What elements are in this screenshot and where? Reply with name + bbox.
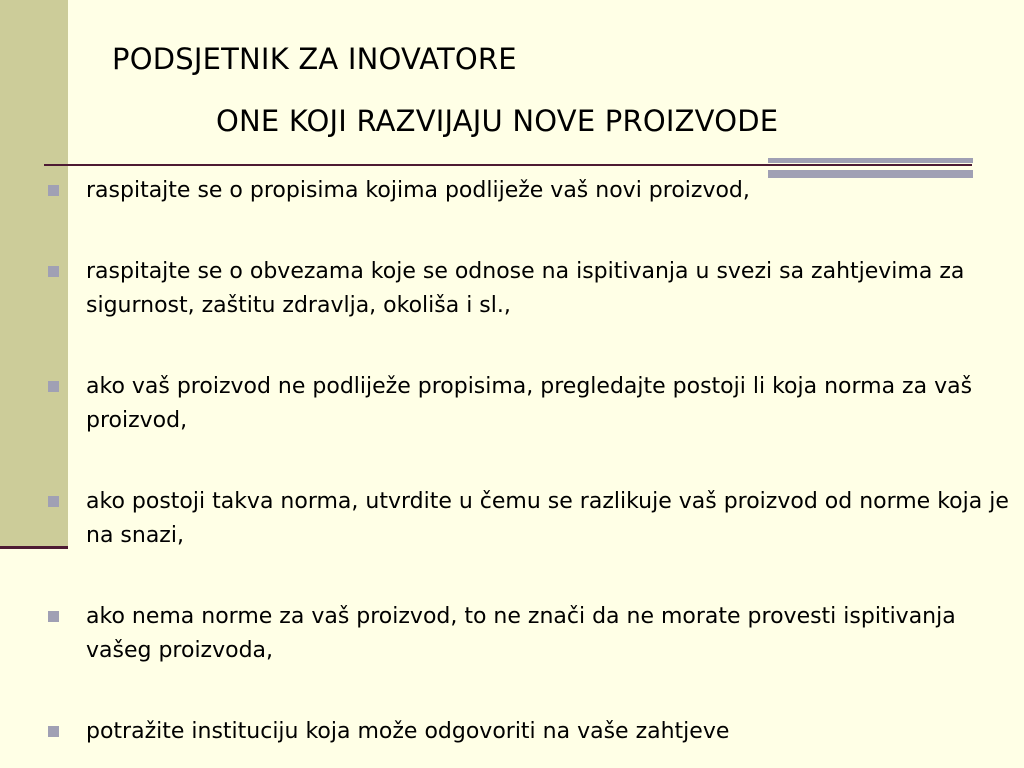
bullet-item-6 — [48, 715, 1014, 749]
square-bullet-icon — [48, 185, 59, 196]
square-bullet-icon — [48, 381, 59, 392]
bullet-text: raspitajte se o obvezama koje se odnose na ispitivanja u svezi sa zahtjevima za sigurnost, zaštitu zdravlja, okoliša i sl., — [86, 259, 965, 318]
square-bullet-icon — [48, 266, 59, 277]
bullet-text: ako vaš proizvod ne podliježe propisima, pregledajte postoji li koja norma za vaš proizvod, — [86, 374, 973, 433]
square-bullet-icon — [48, 726, 59, 737]
slide-title: PODSJETNIK ZA INOVATORE — [112, 42, 517, 76]
bullet-text: ako nema norme za vaš proizvod, to ne znači da ne morate provesti ispitivanja vašeg proizvoda, — [86, 604, 956, 663]
bullet-list — [48, 174, 1014, 749]
square-bullet-icon — [48, 496, 59, 507]
accent-bar-top — [768, 158, 973, 163]
bullet-item-3 — [48, 370, 1014, 438]
bullet-text: raspitajte se o propisima kojima podliježe vaš novi proizvod, — [86, 178, 750, 203]
bullet-text: potražite instituciju koja može odgovoriti na vaše zahtjeve — [86, 719, 730, 744]
bullet-item-1 — [48, 174, 1014, 208]
bullet-item-4 — [48, 485, 1014, 553]
bullet-item-2 — [48, 255, 1014, 323]
bullet-text: ako postoji takva norma, utvrdite u čemu se razlikuje vaš proizvod od norme koja je na snazi, — [86, 489, 1009, 548]
slide-subtitle: ONE KOJI RAZVIJAJU NOVE PROIZVODE — [216, 104, 779, 138]
bullet-item-5 — [48, 600, 1014, 668]
header-divider-line — [44, 164, 972, 166]
square-bullet-icon — [48, 611, 59, 622]
